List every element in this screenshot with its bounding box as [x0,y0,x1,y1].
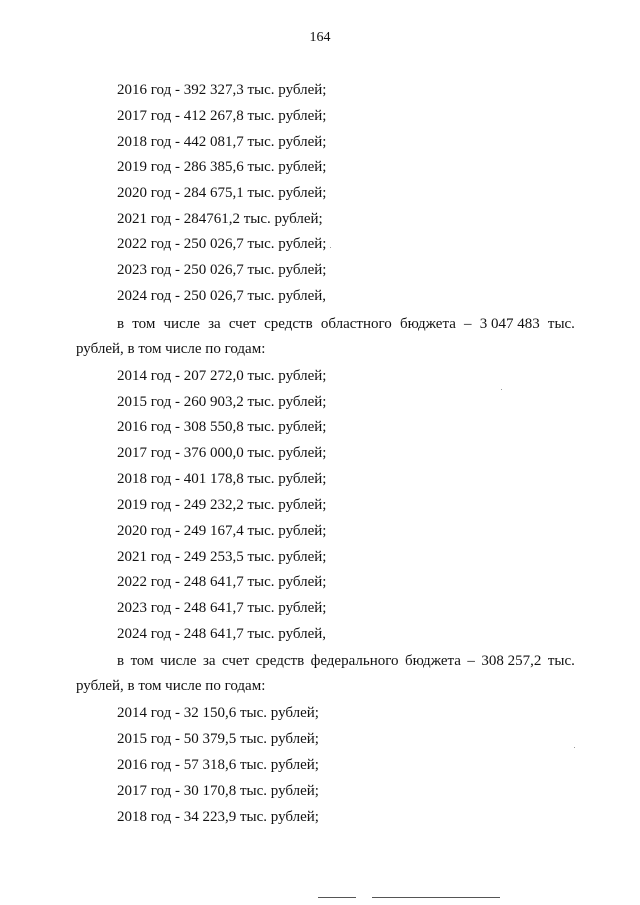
regional-line-2020: 2020 год - 249 167,4 тыс. рублей; [117,523,327,539]
intro-word: тыс. [547,653,575,669]
regional-budget-intro [117,314,575,334]
federal-line-2014: 2014 год - 32 150,6 тыс. рублей; [117,705,319,721]
budget-line-2023: 2023 год - 250 026,7 тыс. рублей; [117,262,327,278]
intro-word: в [117,653,125,669]
federal-budget-intro [117,651,575,671]
intro-word: счет [228,316,256,332]
regional-line-2023: 2023 год - 248 641,7 тыс. рублей; [117,600,327,616]
federal-line-2016: 2016 год - 57 318,6 тыс. рублей; [117,757,319,773]
budget-line-2020: 2020 год - 284 675,1 тыс. рублей; [117,185,327,201]
regional-line-2014: 2014 год - 207 272,0 тыс. рублей; [117,368,327,384]
intro-word: числе [160,653,197,669]
footer-rule-right [372,897,500,898]
footer-rule-left [318,897,356,898]
intro-word: областного [320,316,392,332]
regional-line-2015: 2015 год - 260 903,2 тыс. рублей; [117,394,327,410]
intro-word: бюджета [404,653,461,669]
intro-word: за [202,653,216,669]
intro-amount: 308 257,2 [481,653,542,669]
intro-word: – [467,653,475,669]
intro-word: федерального [310,653,399,669]
intro-word: счет [222,653,250,669]
budget-line-2018: 2018 год - 442 081,7 тыс. рублей; [117,134,327,150]
intro-word: – [464,316,472,332]
regional-line-2019: 2019 год - 249 232,2 тыс. рублей; [117,497,327,513]
scan-speck [501,389,502,390]
budget-line-2016: 2016 год - 392 327,3 тыс. рублей; [117,82,327,98]
intro-amount: 3 047 483 [479,316,540,332]
federal-line-2017: 2017 год - 30 170,8 тыс. рублей; [117,783,319,799]
intro-word: средств [264,316,313,332]
page-number: 164 [309,30,331,45]
regional-line-2017: 2017 год - 376 000,0 тыс. рублей; [117,445,327,461]
regional-line-2018: 2018 год - 401 178,8 тыс. рублей; [117,471,327,487]
regional-line-2016: 2016 год - 308 550,8 тыс. рублей; [117,419,327,435]
intro-word: том [130,653,154,669]
scan-speck [574,747,575,748]
scan-speck [330,247,331,248]
budget-line-2021: 2021 год - 284761,2 тыс. рублей; [117,211,323,227]
federal-line-2015: 2015 год - 50 379,5 тыс. рублей; [117,731,319,747]
intro-word: числе [163,316,200,332]
regional-line-2021: 2021 год - 249 253,5 тыс. рублей; [117,549,327,565]
intro-word: в [117,316,125,332]
budget-line-2017: 2017 год - 412 267,8 тыс. рублей; [117,108,327,124]
intro-word: бюджета [399,316,456,332]
regional-line-2022: 2022 год - 248 641,7 тыс. рублей; [117,574,327,590]
federal-line-2018: 2018 год - 34 223,9 тыс. рублей; [117,809,319,825]
intro-word: тыс. [547,316,575,332]
intro-word: за [208,316,221,332]
intro-word: том [132,316,156,332]
budget-line-2019: 2019 год - 286 385,6 тыс. рублей; [117,159,327,175]
budget-line-2022: 2022 год - 250 026,7 тыс. рублей; [117,236,327,252]
regional-budget-continuation: рублей, в том числе по годам: [76,341,266,357]
federal-budget-continuation: рублей, в том числе по годам: [76,678,266,694]
budget-line-2024: 2024 год - 250 026,7 тыс. рублей, [117,288,327,304]
regional-line-2024: 2024 год - 248 641,7 тыс. рублей, [117,626,327,642]
intro-word: средств [255,653,305,669]
